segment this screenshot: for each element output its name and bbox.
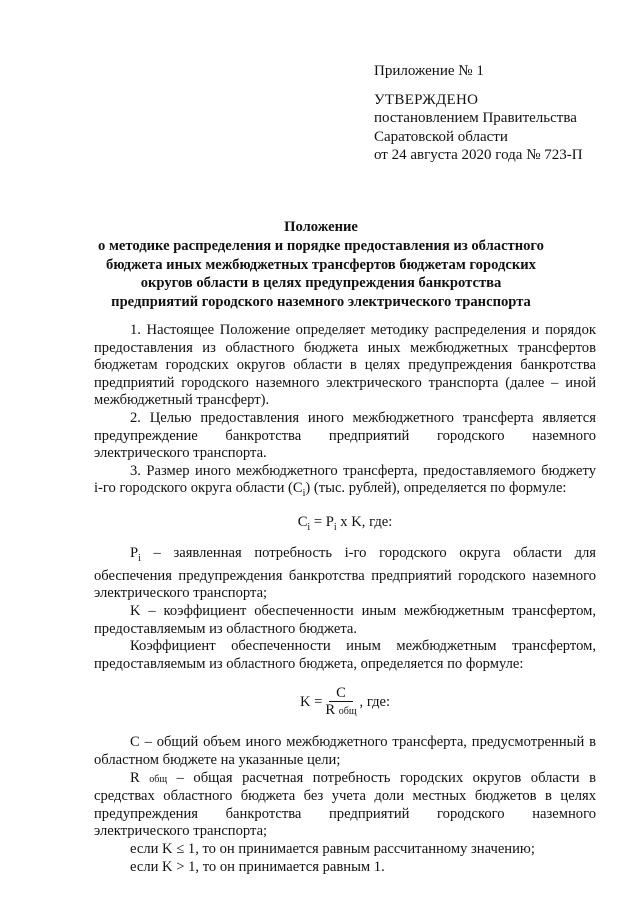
title-heading: Положение [284,219,358,235]
formula-2-numerator: C [329,685,353,702]
approval-block [374,62,583,165]
definition-c: C – общий объем иного межбюджетного трансферта, предусмотренный в областном бюджете на указанные цели; [94,734,596,768]
paragraph-2: 2. Целью предоставления иного межбюджетного трансферта является предупреждение банкротства предприятий городского наземного электрического транспорта. [94,409,596,462]
definition-k: K – коэффициент обеспеченности иным межбюджетным трансфертом, предоставляемым из областного бюджета. [94,603,596,637]
definition-r-symbol: R [130,769,140,786]
formula-1-eq: = P [310,513,334,530]
paragraph-3-sub: i [302,488,306,500]
formula-2 [94,685,596,720]
document-body [94,322,596,876]
approval-line-1: постановлением Правительства [374,110,577,126]
formula-1-sub-p: i [333,521,337,533]
formula-1-c: C [297,513,308,530]
formula-2-rest: , где: [359,694,391,711]
approval-line-3: от 24 августа 2020 года № 723-П [374,147,583,163]
formula-1-sub-c: i [307,521,311,533]
definition-p-text: – заявленная потребность i-го городского округа области для обеспечения предупреждения банкротства предприятий городского наземного электрического транспорта; [94,545,596,602]
definition-p [94,545,596,603]
condition-2: если K > 1, то он принимается равным 1. [130,858,385,875]
paragraph-1: 1. Настоящее Положение определяет методику распределения и порядок предоставления из областного бюджета иных межбюджетных трансфертов бюджетам городских округов области в целях предупреждения банкротства предприятий городского наземного электрического транспорта (далее – иной межбюджетный трансферт). [94,322,596,409]
definition-r-sub: общ [149,773,168,785]
paragraph-3 [94,463,596,503]
approval-line-2: Саратовской области [374,128,508,145]
formula-2-k: K = [299,694,323,711]
paragraph-3-text-b: ) (тыс. рублей), определяется по формуле: [305,480,567,497]
coefficient-intro: Коэффициент обеспеченности иным межбюджетным трансфертом, предоставляемым из областного бюджета, определяется по формуле: [94,638,596,672]
definition-r [94,770,596,841]
document-title [96,218,546,312]
definition-r-text: – общая расчетная потребность городских округов области в средствах областного бюджета без учета доли местных бюджетов в целях предупреждения банкротства предприятий городского наземного электрического транспорта; [94,769,596,840]
formula-2-den-symbol: R [325,702,336,719]
formula-2-den-sub: общ [338,706,357,718]
approved-label: УТВЕРЖДЕНО [374,91,479,108]
definition-p-sub: i [138,553,141,565]
condition-1: если K ≤ 1, то он принимается равным рассчитанному значению; [130,840,535,857]
annex-label: Приложение № 1 [374,63,484,79]
formula-2-denominator [325,702,356,720]
formula-1-rest: x K, где: [336,513,393,530]
title-subtitle: о методике распределения и порядке предоставления из областного бюджета иных межбюджетных трансфертов бюджетам городских округов области в целях предупреждения банкротства предприятий городского наземного электрического транспорта [98,237,544,311]
formula-1 [94,514,596,537]
paragraph-3-text-a: 3. Размер иного межбюджетного трансферта, предоставляемого бюджету i-го городского округа области (C [94,462,596,497]
definition-p-symbol: P [130,545,139,562]
formula-2-fraction [325,685,356,720]
